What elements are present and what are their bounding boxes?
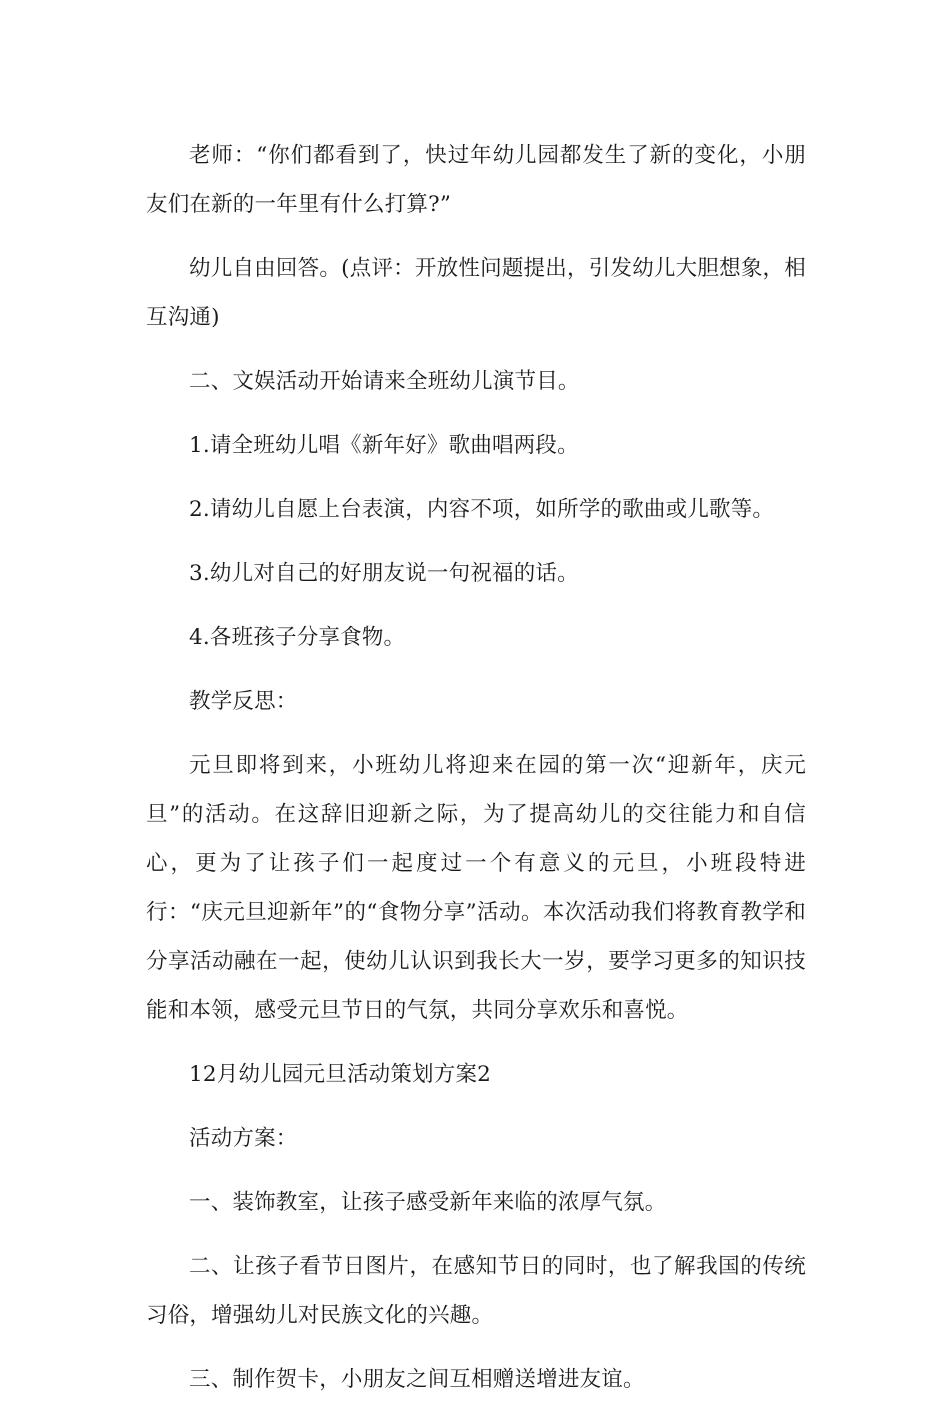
paragraph-section-two: 二、文娱活动开始请来全班幼儿演节目。	[189, 369, 580, 394]
paragraph-item-2: 2.请幼儿自愿上台表演，内容不项，如所学的歌曲或儿歌等。	[189, 497, 775, 522]
paragraph-plan-step-2: 二、让孩子看节日图片，在感知节日的同时，也了解我国的传统习俗，增强幼儿对民族文化的兴趣。	[146, 1254, 806, 1328]
paragraph-item-3: 3.幼儿对自己的好朋友说一句祝福的话。	[189, 561, 579, 586]
paragraph-plan-step-3: 三、制作贺卡，小朋友之间互相赠送增进友谊。	[189, 1367, 645, 1392]
paragraph-teacher-question: 老师：“你们都看到了，快过年幼儿园都发生了新的变化，小朋友们在新的一年里有什么打算?”	[146, 143, 806, 217]
paragraph-free-answer: 幼儿自由回答。(点评：开放性问题提出，引发幼儿大胆想象，相互沟通)	[146, 256, 806, 330]
paragraph-plan-title: 12月幼儿园元旦活动策划方案2	[189, 1062, 492, 1087]
document-page	[146, 131, 806, 1419]
paragraph-item-1: 1.请全班幼儿唱《新年好》歌曲唱两段。	[189, 433, 579, 458]
paragraph-item-4: 4.各班孩子分享食物。	[189, 625, 406, 650]
paragraph-reflection-body: 元旦即将到来，小班幼儿将迎来在园的第一次“迎新年，庆元旦”的活动。在这辞旧迎新之际，为了提高幼儿的交往能力和自信心，更为了让孩子们一起度过一个有意义的元旦，小班段特进行：“庆元旦迎新年”的“食物分享”活动。本次活动我们将教育教学和分享活动融在一起，使幼儿认识到我长大一岁，要学习更多的知识技能和本领，感受元旦节日的气氛，共同分享欢乐和喜悦。	[146, 753, 806, 1023]
paragraph-reflection-heading: 教学反思：	[189, 689, 298, 714]
paragraph-plan-heading: 活动方案：	[189, 1126, 298, 1151]
paragraph-plan-step-1: 一、装饰教室，让孩子感受新年来临的浓厚气氛。	[189, 1190, 667, 1215]
